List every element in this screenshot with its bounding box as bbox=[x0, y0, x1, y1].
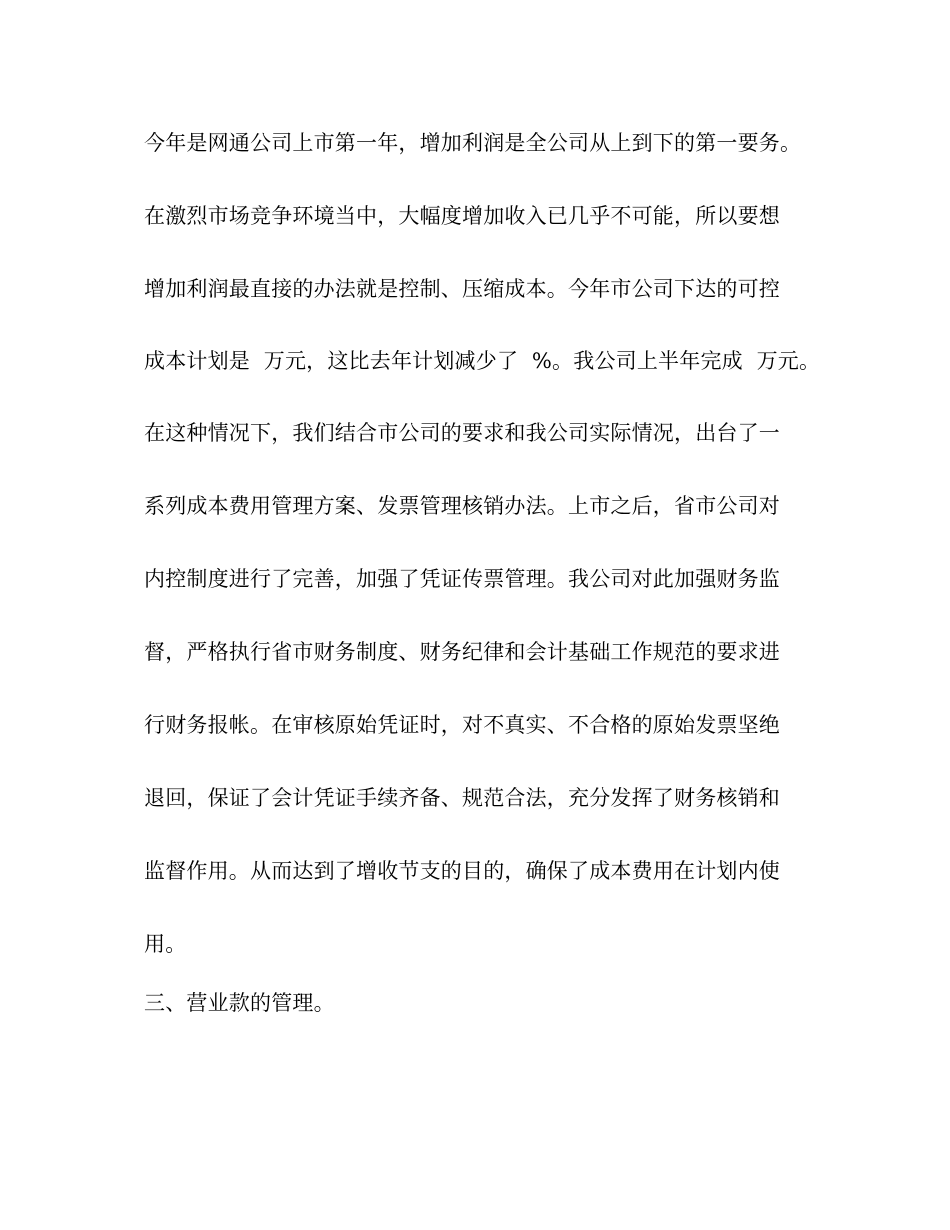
section-heading: 三、营业款的管理。 bbox=[144, 991, 335, 1015]
paragraph-line: 监督作用。从而达到了增收节支的目的，确保了成本费用在计划内使 bbox=[144, 859, 780, 883]
paragraph-line: 督，严格执行省市财务制度、财务纪律和会计基础工作规范的要求进 bbox=[144, 640, 780, 664]
paragraph-line: 今年是网通公司上市第一年，增加利润是全公司从上到下的第一要务。 bbox=[144, 131, 802, 155]
paragraph-line: 成本计划是 万元，这比去年计划减少了 %。我公司上半年完成 万元。 bbox=[144, 349, 821, 373]
paragraph-line: 用。 bbox=[144, 932, 187, 956]
paragraph-line: 退回，保证了会计凭证手续齐备、规范合法，充分发挥了财务核销和 bbox=[144, 786, 780, 810]
paragraph-line: 在激烈市场竞争环境当中，大幅度增加收入已几乎不可能，所以要想 bbox=[144, 204, 780, 228]
paragraph-line: 增加利润最直接的办法就是控制、压缩成本。今年市公司下达的可控 bbox=[144, 277, 780, 301]
paragraph-line: 在这种情况下，我们结合市公司的要求和我公司实际情况，出台了一 bbox=[144, 421, 780, 445]
paragraph-line: 系列成本费用管理方案、发票管理核销办法。上市之后，省市公司对 bbox=[144, 494, 780, 518]
paragraph-line: 内控制度进行了完善，加强了凭证传票管理。我公司对此加强财务监 bbox=[144, 567, 780, 591]
paragraph-line: 行财务报帐。在审核原始凭证时，对不真实、不合格的原始发票坚绝 bbox=[144, 713, 780, 737]
